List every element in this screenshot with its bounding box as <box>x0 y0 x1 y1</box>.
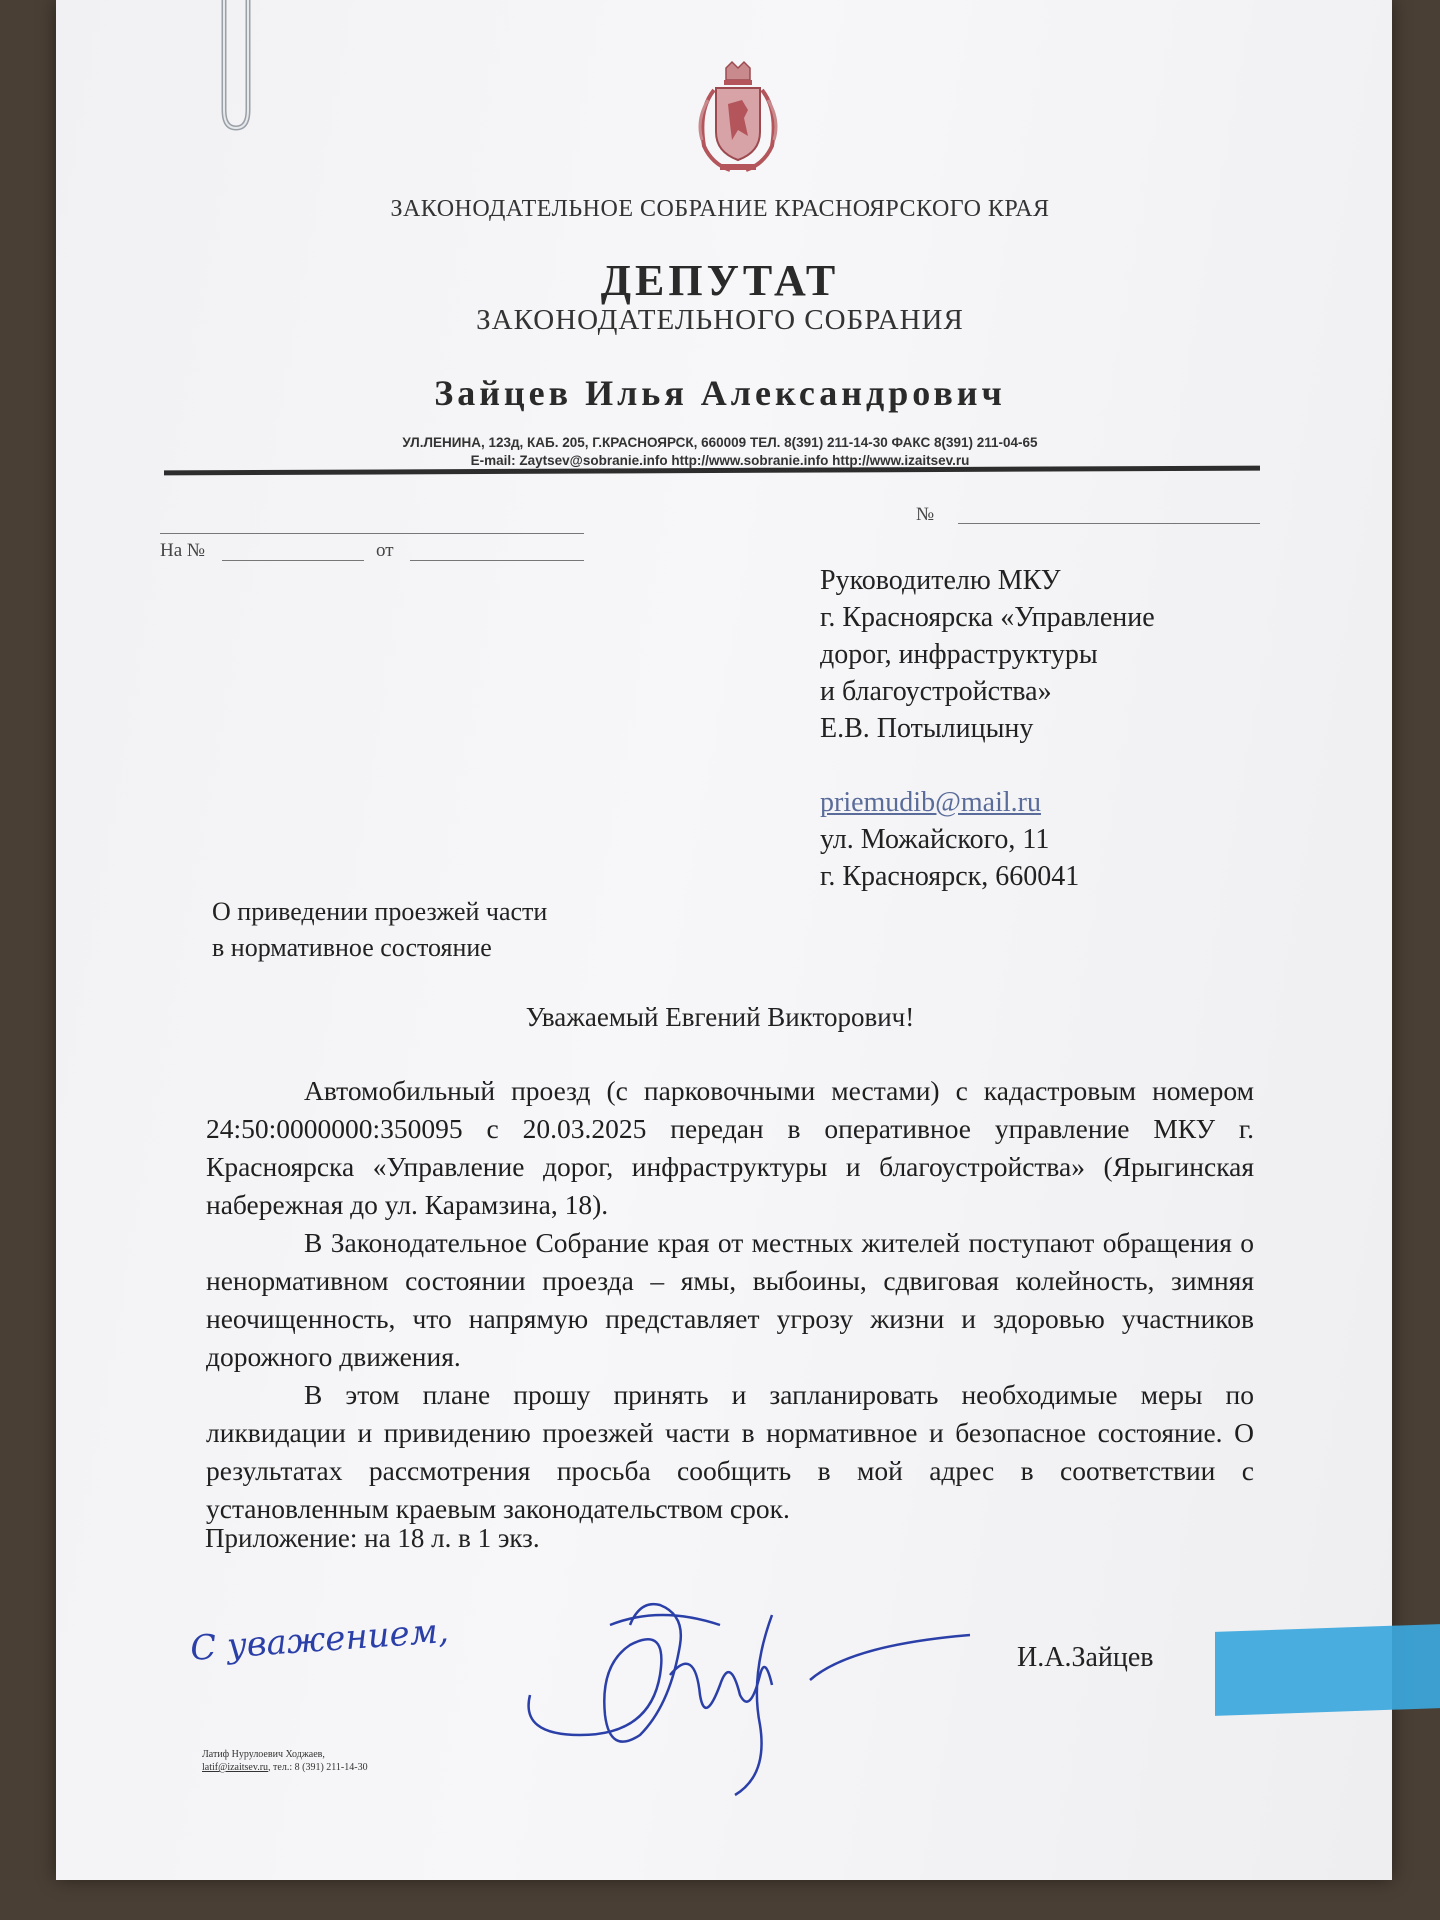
recipient-line-3: дорог, инфраструктуры <box>820 639 1098 670</box>
paper-clip-icon <box>210 0 260 140</box>
reference-number-line <box>222 560 364 561</box>
recipient-line-1: Руководителю МКУ <box>820 565 1061 596</box>
executor-contacts <box>202 1761 368 1774</box>
recipient-block <box>820 562 1155 895</box>
recipient-city: г. Красноярск, 660041 <box>820 861 1080 892</box>
blue-sticky-tab <box>1215 1624 1440 1716</box>
body-paragraph-3: В этом плане прошу принять и запланировать необходимые меры по ликвидации и привидению проезжей части в нормативное и безопасное состояние. О результатах рассмотрения просьба сообщить в мой адрес в соответствии с установленным краевым законодательством срок. <box>206 1379 1254 1524</box>
body-paragraph-1: Автомобильный проезд (с парковочными местами) с кадастровым номером 24:50:0000000:350095 с 20.03.2025 передан в оперативное управление МКУ г. Красноярска «Управление дорог, инфраструктуры и благоустройства» (Ярыгинская набережная до ул. Карамзина, 18). <box>206 1075 1254 1220</box>
address-line: УЛ.ЛЕНИНА, 123д, КАБ. 205, Г.КРАСНОЯРСК, 660009 ТЕЛ. 8(391) 211-14-30 ФАКС 8(391) 211-04-65 <box>402 435 1038 450</box>
signer-name: И.А.Зайцев <box>1017 1642 1154 1673</box>
handwritten-closing <box>188 1611 460 1690</box>
recipient-street: ул. Можайского, 11 <box>820 824 1050 855</box>
deputy-subtitle: ЗАКОНОДАТЕЛЬНОГО СОБРАНИЯ <box>476 304 964 336</box>
recipient-line-5: Е.В. Потылицыну <box>820 713 1034 744</box>
email-line: E-mail: Zaytsev@sobranie.info http://www.sobranie.info http://www.izaitsev.ru <box>470 453 970 468</box>
outgoing-number-line <box>958 523 1260 524</box>
executor-name: Латиф Нурулоевич Ходжаев, <box>202 1749 325 1760</box>
executor-info <box>202 1748 368 1774</box>
deputy-name: Зайцев Илья Александрович <box>434 373 1006 413</box>
recipient-email-link[interactable]: priemudib@mail.ru <box>820 787 1041 818</box>
recipient-line-2: г. Красноярска «Управление <box>820 602 1155 633</box>
executor-email[interactable]: latif@izaitsev.ru <box>202 1762 269 1773</box>
subject-line-1: О приведении проезжей части <box>212 897 548 926</box>
reference-date-label: от <box>376 540 394 561</box>
recipient-line-4: и благоустройства» <box>820 676 1052 707</box>
assembly-title: ЗАКОНОДАТЕЛЬНОЕ СОБРАНИЕ КРАСНОЯРСКОГО КРАЯ <box>390 196 1050 222</box>
deputy-title: ДЕПУТАТ <box>600 256 840 305</box>
executor-phone: , тел.: 8 (391) 211-14-30 <box>268 1762 368 1773</box>
letter-body <box>206 1072 1254 1528</box>
closing-text: С уважением, <box>188 1611 450 1669</box>
signature-icon <box>510 1585 980 1805</box>
reference-date-line <box>410 560 584 561</box>
letterhead-contacts <box>0 434 1440 470</box>
greeting: Уважаемый Евгений Викторович! <box>525 1002 915 1032</box>
coat-of-arms-icon <box>690 60 786 178</box>
appendix-note: Приложение: на 18 л. в 1 экз. <box>205 1523 540 1553</box>
outgoing-number-label: № <box>916 504 935 525</box>
reference-top-line <box>160 533 584 534</box>
body-paragraph-2: В Законодательное Собрание края от местных жителей поступают обращения о ненормативном состоянии проезда – ямы, выбоины, сдвиговая колейность, зимняя неочищенность, что напрямую представляет угрозу жизни и здоровью участников дорожного движения. <box>206 1227 1254 1372</box>
reference-number-label: На № <box>160 540 206 561</box>
letter-subject <box>212 894 547 966</box>
subject-line-2: в нормативное состояние <box>212 933 492 962</box>
